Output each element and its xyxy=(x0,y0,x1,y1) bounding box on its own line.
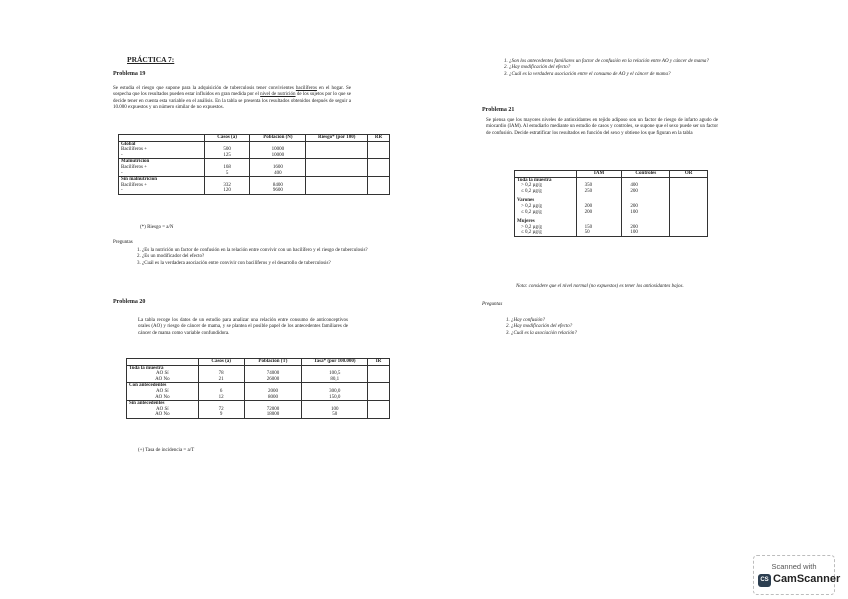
cell-value: 18000 xyxy=(266,412,280,418)
header-cell: Población (N) xyxy=(250,135,306,142)
group-label: Con antecedentes xyxy=(129,383,167,389)
table-row xyxy=(515,177,708,236)
problem-21-heading: Problema 21 xyxy=(482,107,515,113)
problem-21-questions-label: Preguntas xyxy=(482,302,503,307)
header-cell: RR xyxy=(368,135,390,142)
row-label: AO Sí xyxy=(156,406,169,412)
cell-value: 5 xyxy=(225,170,229,176)
header-cell: OR xyxy=(670,171,708,178)
question-item: 3. ¿Cuál es la verdadera asociación entre el consumo de AO y el cáncer de mama? xyxy=(509,72,767,78)
cell-value: 9600 xyxy=(272,188,283,194)
table-row xyxy=(127,383,390,401)
cell-value: 72000 xyxy=(266,406,280,412)
cell-value: 200 xyxy=(630,224,638,230)
row-label: AO No xyxy=(155,376,170,382)
cell-value: 12 xyxy=(218,394,224,400)
cell-value: 400 xyxy=(274,170,282,176)
question-item: 1. ¿Son los antecedentes familiares un factor de confusión en la relación entre AO y cáncer de mama? xyxy=(509,59,767,65)
cell-value: 100 xyxy=(330,406,339,412)
cell-value: 300,0 xyxy=(329,388,341,394)
camscanner-name: CamScanner xyxy=(773,573,841,585)
group-label: Global xyxy=(121,141,136,147)
row-label: AO No xyxy=(155,394,170,400)
row-label: - xyxy=(121,152,123,158)
header-cell: Controles xyxy=(622,171,670,178)
cell-value: 500 xyxy=(223,147,231,153)
cell-value: 200 xyxy=(584,203,593,209)
group-label: Malnutrición xyxy=(121,159,150,165)
header-cell: IAM xyxy=(576,171,622,178)
group-label: Toda la muestra xyxy=(517,177,552,183)
row-label: AO No xyxy=(155,412,170,418)
row-label: AO Sí xyxy=(156,388,169,394)
cell-value: 8000 xyxy=(267,394,278,400)
table-row xyxy=(119,141,390,159)
problem-20-text: La tabla recoge los datos de un estudio para analizar una relación entre consumo de anticonceptivos orales (AO) y riesgo de cáncer de mama, y se plantea el posible papel de los antecedentes familiares de cáncer de mama como variable confundidora. xyxy=(138,318,348,336)
row-label: Bacilíferos + xyxy=(121,182,148,188)
question-item: 3. ¿Cuál es la asociación relación? xyxy=(511,331,711,337)
problem-21-table xyxy=(514,170,708,237)
problem-20-questions xyxy=(495,59,767,78)
header-cell: Población (T) xyxy=(244,359,302,366)
problem-19-heading: Problema 19 xyxy=(113,71,146,77)
question-item: 2. ¿Hay modificación del efecto? xyxy=(511,324,711,330)
camscanner-badge xyxy=(753,555,841,595)
cell-value: 150,0 xyxy=(329,394,341,400)
cell-value: 400 xyxy=(630,183,638,189)
cell-value: 26000 xyxy=(266,376,280,382)
cell-value: 250 xyxy=(584,188,593,194)
row-label: Bacilíferos + xyxy=(121,164,148,170)
question-item: 1. ¿Hay confusión? xyxy=(511,318,711,324)
cell-value: 125 xyxy=(223,152,231,158)
group-label: Sin malnutrición xyxy=(121,177,157,183)
problem-21-text: Se piensa que los mayores niveles de antioxidantes en tejido adiposo son un factor de riesgo de infarto agudo de miocardio (IAM). Al estudiarlo mediante un estudio de casos y controles, se supone que el sexo puede ser un factor de confusión. Decide estratificar los resultados en función del sexo y obtiene los que figuran en la tabla xyxy=(486,118,718,136)
group-label: Toda la muestra xyxy=(129,365,164,371)
cell-value: 200 xyxy=(584,209,593,215)
group-label: Varones xyxy=(517,198,535,204)
problem-21-questions xyxy=(497,318,711,337)
row-label: > 0,2 µg/g xyxy=(521,203,542,209)
question-item: 2. ¿Hay modificación del efecto? xyxy=(509,65,767,71)
problem-20-table xyxy=(126,358,390,419)
cell-value: 100 xyxy=(630,230,638,236)
cell-value: 150 xyxy=(584,224,593,230)
cell-value: 168 xyxy=(223,164,231,170)
cell-value: 50 xyxy=(332,412,338,418)
page-title: PRÁCTICA 7: xyxy=(127,55,175,64)
camscanner-logo-icon: CS xyxy=(758,574,771,587)
cell-value: 350 xyxy=(584,183,593,189)
header-cell: IR xyxy=(368,359,390,366)
problem-19-text: Se estudia el riesgo que supone para la adquisición de tuberculosis tener convivientes bacilíferos en el hogar. Se sospecha que los resultados pueden estar influidos en gran medida por el nivel de nutrición de los sujetos por lo que se decide tener en cuenta esta variable en el análisis. En la tabla se presenta los resultados obtenidos después de seguir a 10.000 expuestos y un número similar de no expuestos. xyxy=(113,86,351,111)
question-item: 3. ¿Cuál es la verdadera asociación entre convivir con bacilíferos y el desarrollo de tuberculosis? xyxy=(142,261,370,267)
header-cell xyxy=(515,171,577,178)
row-label: Bacilíferos + xyxy=(121,147,148,153)
row-label: > 0,2 µg/g xyxy=(521,183,542,189)
header-cell: Tasa* (por 100.000) xyxy=(302,359,368,366)
table-row xyxy=(119,177,390,195)
header-cell xyxy=(119,135,205,142)
problem-19-questions xyxy=(128,248,370,267)
row-label: - xyxy=(121,170,123,176)
cell-value: 6 xyxy=(219,388,223,394)
header-cell: Casos (a) xyxy=(198,359,244,366)
cell-value: 21 xyxy=(218,376,224,382)
cell-value: 80,1 xyxy=(330,376,340,382)
row-label: > 0,2 µg/g xyxy=(521,224,542,230)
question-item: 2. ¿Es un modificador del efecto? xyxy=(142,254,370,260)
header-cell xyxy=(127,359,199,366)
cell-value: 120 xyxy=(223,188,231,194)
row-label: ≤ 0,2 µg/g xyxy=(521,230,542,236)
cell-value: 332 xyxy=(223,182,231,188)
problem-19-questions-label: Preguntas xyxy=(113,240,133,245)
problem-19-table xyxy=(118,134,390,195)
cell-value: 10000 xyxy=(271,152,285,158)
cell-value: 74000 xyxy=(266,371,280,377)
table-row xyxy=(119,159,390,177)
cell-value: 2000 xyxy=(267,388,278,394)
header-cell: Riesgo* (por 100) xyxy=(306,135,368,142)
row-label: ≤ 0,2 µg/g xyxy=(521,209,542,215)
cell-value: 200 xyxy=(630,188,638,194)
row-label: ≤ 0,2 µg/g xyxy=(521,188,542,194)
scanned-with-label: Scanned with xyxy=(771,562,817,571)
table-row xyxy=(127,365,390,383)
problem-20-footnote: (+) Tasa de incidencia = a/T xyxy=(138,448,195,453)
row-label: - xyxy=(121,188,123,194)
group-label: Mujeres xyxy=(517,219,535,225)
cell-value: 200 xyxy=(630,203,638,209)
table-row xyxy=(127,401,390,419)
problem-21-note: Nota: considere que el nivel normal (no expuestos) es tener los antioxidantes bajos. xyxy=(516,284,684,289)
header-cell: Casos (a) xyxy=(204,135,250,142)
cell-value: 1600 xyxy=(272,164,283,170)
row-label: AO Sí xyxy=(156,371,169,377)
cell-value: 9 xyxy=(219,412,223,418)
cell-value: 10000 xyxy=(271,147,285,153)
cell-value: 78 xyxy=(218,371,224,377)
question-item: 1. ¿Es la nutrición un factor de confusión en la relación entre convivir con un bacilífero y el riesgo de tuberculosis? xyxy=(142,248,370,254)
cell-value: 100,5 xyxy=(329,371,341,377)
group-label: Sin antecedentes xyxy=(129,401,165,407)
cell-value: 72 xyxy=(218,406,224,412)
problem-19-footnote: (*) Riesgo = a/N xyxy=(140,225,174,230)
cell-value: 8400 xyxy=(272,182,283,188)
cell-value: 50 xyxy=(584,230,590,236)
cell-value: 100 xyxy=(630,209,638,215)
problem-20-heading: Problema 20 xyxy=(113,299,146,305)
